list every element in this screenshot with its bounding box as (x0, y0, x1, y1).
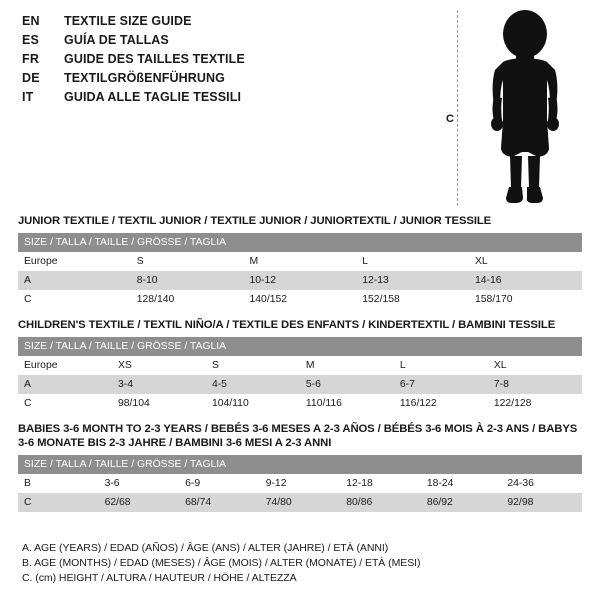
row-cell: 14-16 (469, 271, 582, 290)
legend-line-b: B. AGE (MONTHS) / EDAD (MESES) / ÂGE (MOIS) / ALTER (MONATE) / ETÀ (MESI) (22, 557, 421, 569)
language-code: ES (22, 33, 40, 47)
table-header-label: SIZE / TALLA / TAILLE / GRÖSSE / TAGLIA (18, 455, 582, 474)
row-cell: 152/158 (356, 290, 469, 309)
row-cell: 140/152 (244, 290, 357, 309)
row-cell: 24-36 (501, 474, 582, 493)
table-header-row (18, 233, 582, 252)
table-row (18, 394, 582, 413)
row-label: C (18, 290, 131, 309)
table-row (18, 474, 582, 493)
language-code: DE (22, 71, 40, 85)
row-label: B (18, 474, 99, 493)
row-cell: 8-10 (131, 271, 244, 290)
row-cell: 110/116 (300, 394, 394, 413)
row-cell: 3-6 (99, 474, 180, 493)
row-cell: M (244, 252, 357, 271)
junior-size-table (18, 233, 582, 309)
table-row (18, 493, 582, 512)
row-cell: 68/74 (179, 493, 260, 512)
section-title: JUNIOR TEXTILE / TEXTIL JUNIOR / TEXTILE JUNIOR / JUNIORTEXTIL / JUNIOR TESSILE (18, 215, 492, 227)
row-cell: 128/140 (131, 290, 244, 309)
language-row (22, 14, 442, 33)
row-label: C (18, 394, 112, 413)
row-cell: 12-13 (356, 271, 469, 290)
row-cell: 122/128 (488, 394, 582, 413)
height-measure-label: C (446, 113, 454, 125)
babies-size-table (18, 455, 582, 512)
section-title: CHILDREN'S TEXTILE / TEXTIL NIÑO/A / TEXTILE DES ENFANTS / KINDERTEXTIL / BAMBINI TESSILE (18, 319, 556, 331)
section-junior-textile (18, 214, 582, 309)
row-cell: 7-8 (488, 375, 582, 394)
row-cell: 86/92 (421, 493, 502, 512)
row-label: A (18, 375, 112, 394)
row-label: Europe (18, 356, 112, 375)
section-babies-textile (18, 422, 582, 512)
row-cell: 5-6 (300, 375, 394, 394)
row-cell: 92/98 (501, 493, 582, 512)
language-title: GUIDA ALLE TAGLIE TESSILI (64, 90, 242, 104)
table-header-label: SIZE / TALLA / TAILLE / GRÖSSE / TAGLIA (18, 233, 582, 252)
row-cell: M (300, 356, 394, 375)
language-code: FR (22, 52, 40, 66)
row-cell: 9-12 (260, 474, 341, 493)
language-title: GUIDE DES TAILLES TEXTILE (64, 52, 245, 66)
table-row (18, 375, 582, 394)
legend-line-c: C. (cm) HEIGHT / ALTURA / HAUTEUR / HÖHE / ALTEZZA (22, 572, 297, 584)
row-cell: 98/104 (112, 394, 206, 413)
language-row (22, 52, 442, 71)
row-label: C (18, 493, 99, 512)
section-childrens-textile (18, 318, 582, 413)
row-cell: 10-12 (244, 271, 357, 290)
row-cell: XS (112, 356, 206, 375)
row-label: Europe (18, 252, 131, 271)
table-row (18, 252, 582, 271)
row-cell: L (356, 252, 469, 271)
child-figure-area (432, 8, 582, 208)
toddler-silhouette-icon (470, 8, 580, 208)
row-cell: XL (488, 356, 582, 375)
language-title: TEXTILGRÖßENFÜHRUNG (64, 71, 225, 85)
row-cell: L (394, 356, 488, 375)
table-row (18, 290, 582, 309)
legend-block (22, 541, 522, 586)
row-cell: 80/86 (340, 493, 421, 512)
section-title: BABIES 3-6 MONTH TO 2-3 YEARS / BEBÉS 3-6 MESES A 2-3 AÑOS / BÉBÉS 3-6 MOIS À 2-3 ANS / BABYS 3-6 MONATE BIS 2-3 JAHRE / BAMBINI 3-6 MESI A 2-3 ANNI (18, 423, 578, 449)
row-cell: S (131, 252, 244, 271)
row-cell: 6-7 (394, 375, 488, 394)
language-row (22, 90, 442, 109)
table-header-row (18, 337, 582, 356)
height-measure-line (457, 10, 458, 206)
row-cell: 158/170 (469, 290, 582, 309)
row-label: A (18, 271, 131, 290)
row-cell: 18-24 (421, 474, 502, 493)
table-header-row (18, 455, 582, 474)
row-cell: XL (469, 252, 582, 271)
row-cell: S (206, 356, 300, 375)
row-cell: 4-5 (206, 375, 300, 394)
table-row (18, 356, 582, 375)
row-cell: 104/110 (206, 394, 300, 413)
language-code: EN (22, 14, 40, 28)
legend-line-a: A. AGE (YEARS) / EDAD (AÑOS) / ÂGE (ANS) / ALTER (JAHRE) / ETÀ (ANNI) (22, 542, 389, 554)
row-cell: 116/122 (394, 394, 488, 413)
language-title-block (22, 14, 442, 109)
row-cell: 62/68 (99, 493, 180, 512)
table-row (18, 271, 582, 290)
table-header-label: SIZE / TALLA / TAILLE / GRÖSSE / TAGLIA (18, 337, 582, 356)
language-title: TEXTILE SIZE GUIDE (64, 14, 192, 28)
language-title: GUÍA DE TALLAS (64, 33, 169, 47)
language-row (22, 71, 442, 90)
language-code: IT (22, 90, 34, 104)
row-cell: 12-18 (340, 474, 421, 493)
language-row (22, 33, 442, 52)
childrens-size-table (18, 337, 582, 413)
row-cell: 3-4 (112, 375, 206, 394)
row-cell: 6-9 (179, 474, 260, 493)
row-cell: 74/80 (260, 493, 341, 512)
